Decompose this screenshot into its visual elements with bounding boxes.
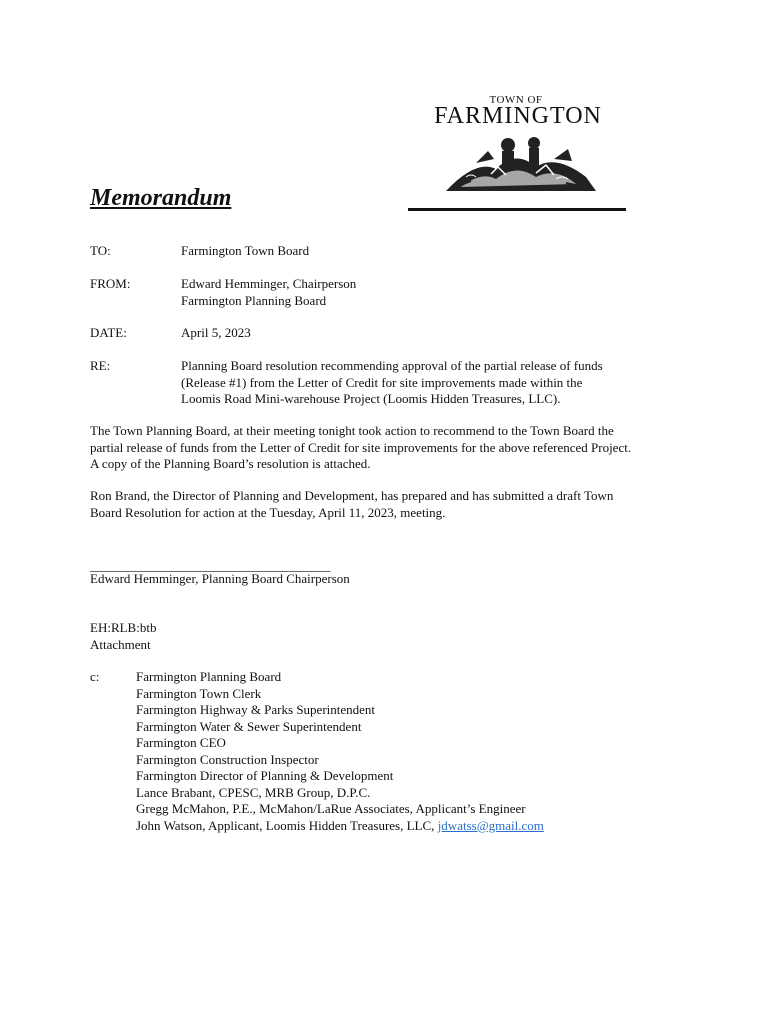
paragraph-line: The Town Planning Board, at their meeting tonight took action to recommend to the Town Board the: [90, 423, 614, 438]
re-line: Loomis Road Mini-warehouse Project (Loomis Hidden Treasures, LLC).: [181, 391, 561, 406]
to-value: Farmington Town Board: [181, 243, 310, 258]
date-value: April 5, 2023: [181, 325, 251, 340]
memo-title: Memorandum: [90, 185, 232, 211]
signature-name: Edward Hemminger, Planning Board Chairperson: [90, 571, 350, 586]
cc-item: Lance Brabant, CPESC, MRB Group, D.P.C.: [136, 784, 371, 800]
paragraph-line: Board Resolution for action at the Tuesday, April 11, 2023, meeting.: [90, 504, 446, 520]
cc-item-text: John Watson, Applicant, Loomis Hidden Treasures, LLC,: [136, 817, 438, 833]
cc-item: Farmington Town Clerk: [136, 685, 262, 701]
to-label: TO:: [90, 243, 111, 258]
initials-block: [90, 620, 156, 653]
email-link[interactable]: jdwatss@gmail.com: [437, 817, 544, 833]
cc-item: Farmington Highway & Parks Superintendent: [136, 702, 376, 717]
from-line: Edward Hemminger, Chairperson: [181, 276, 357, 291]
cc-item: Farmington Water & Sewer Superintendent: [136, 718, 362, 734]
re-value: [181, 358, 651, 408]
signature-line: _____________________________________: [90, 558, 331, 573]
re-line: (Release #1) from the Letter of Credit for site improvements made within the: [181, 374, 583, 390]
paragraph-line: partial release of funds from the Letter of Credit for site improvements for the above referenced Project.: [90, 439, 632, 455]
paragraph-line: A copy of the Planning Board’s resolution is attached.: [90, 456, 371, 471]
town-logo: [416, 92, 626, 204]
cc-item: Farmington Construction Inspector: [136, 751, 319, 767]
re-label: RE:: [90, 358, 111, 373]
attachment-note: Attachment: [90, 636, 151, 652]
body-paragraph-2: [90, 488, 680, 521]
cc-item: Gregg McMahon, P.E., McMahon/LaRue Associates, Applicant’s Engineer: [136, 801, 526, 816]
date-label: DATE:: [90, 325, 127, 340]
re-line: Planning Board resolution recommending approval of the partial release of funds: [181, 358, 603, 373]
logo-underline-rule: [408, 208, 626, 211]
cc-item: Farmington Director of Planning & Development: [136, 768, 394, 783]
cc-item: [136, 818, 636, 835]
logo-town-name: FARMINGTON: [434, 103, 602, 129]
cc-item: Farmington CEO: [136, 735, 226, 750]
initials: EH:RLB:btb: [90, 620, 157, 635]
body-paragraph-1: [90, 423, 680, 473]
logo-emblem-icon: [436, 129, 606, 199]
cc-list: [136, 669, 636, 834]
from-line: Farmington Planning Board: [181, 292, 327, 308]
paragraph-line: Ron Brand, the Director of Planning and Development, has prepared and has submitted a draft Town: [90, 488, 614, 503]
from-value: [181, 276, 651, 309]
cc-item: Farmington Planning Board: [136, 669, 282, 684]
from-label: FROM:: [90, 276, 131, 291]
logo-town-of: TOWN OF: [489, 94, 543, 106]
cc-label: c:: [90, 669, 100, 684]
